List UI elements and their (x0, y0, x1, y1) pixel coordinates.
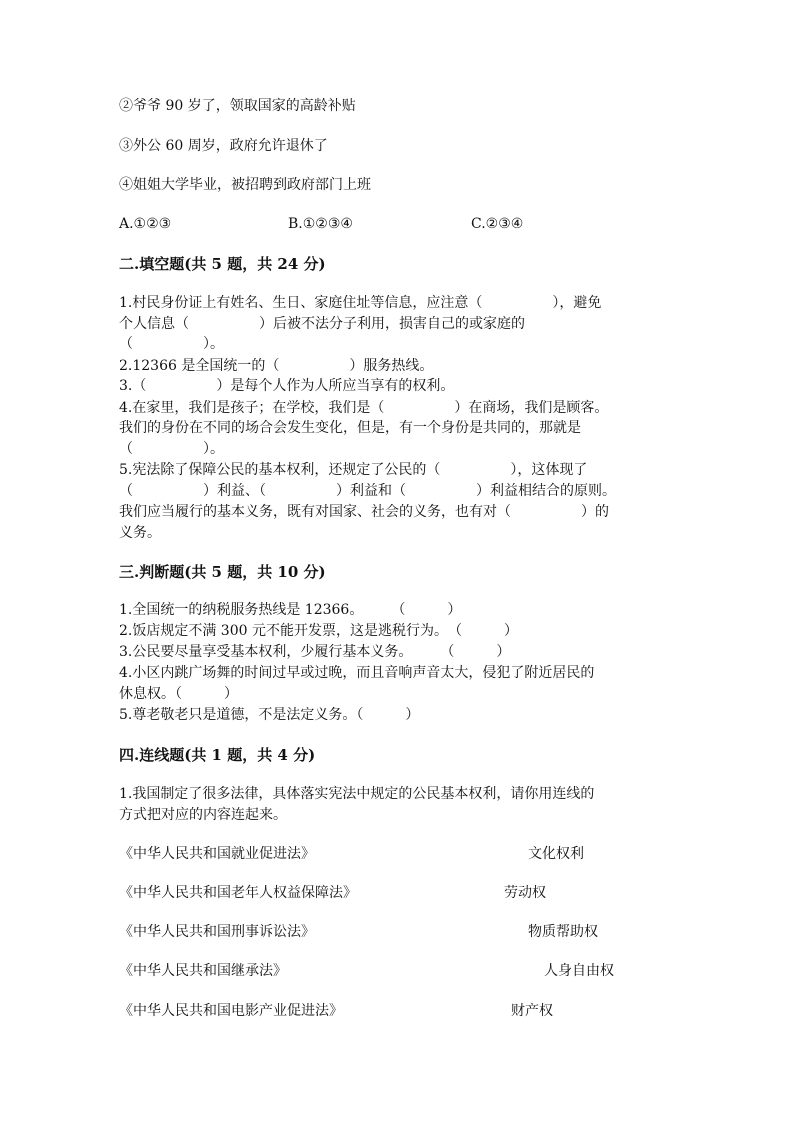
match-right-item: 人身自由权 (544, 963, 614, 979)
judge-line: 4.小区内跳广场舞的时间过早或过晚，而且音响声音太大，侵犯了附近居民的 (119, 665, 595, 681)
fill-line: 义务。 (119, 525, 161, 541)
match-right-item: 物质帮助权 (528, 924, 598, 940)
match-left-item: 《中华人民共和国电影产业促进法》 (119, 1003, 343, 1019)
option-a: A.①②③ (119, 216, 172, 232)
q1-item: ③外公 60 周岁，政府允许退休了 (119, 138, 328, 154)
q1-item: ④姐姐大学毕业，被招聘到政府部门上班 (119, 177, 371, 193)
fill-line: 1.村民身份证上有姓名、生日、家庭住址等信息，应注意（ ），避免 (119, 295, 602, 311)
match-question-line: 方式把对应的内容连起来。 (119, 807, 287, 823)
fill-line: 个人信息（ ）后被不法分子利用，损害自己的或家庭的 (119, 316, 525, 332)
fill-line: 3.（ ）是每个人作为人所应当享有的权利。 (119, 378, 455, 394)
fill-line: 我们的身份在不同的场合会发生变化，但是，有一个身份是共同的，那就是 (119, 420, 581, 436)
fill-line: 5.宪法除了保障公民的基本权利，还规定了公民的（ ），这体现了 (119, 462, 588, 478)
match-left-item: 《中华人民共和国继承法》 (119, 963, 287, 979)
match-right-item: 文化权利 (528, 846, 584, 862)
judge-line: 休息权。（ ） (119, 686, 238, 702)
fill-line: （ ）。 (119, 441, 224, 457)
section-heading-fill: 二.填空题(共 5 题，共 24 分) (119, 255, 326, 273)
match-right-item: 财产权 (511, 1003, 553, 1019)
option-b: B.①②③④ (288, 216, 353, 232)
judge-line: 1.全国统一的纳税服务热线是 12366。 （ ） (119, 602, 462, 618)
judge-line: 3.公民要尽量享受基本权利，少履行基本义务。 （ ） (119, 644, 511, 660)
fill-line: 我们应当履行的基本义务，既有对国家、社会的义务，也有对（ ）的 (119, 504, 609, 520)
match-left-item: 《中华人民共和国刑事诉讼法》 (119, 924, 315, 940)
match-question-line: 1.我国制定了很多法律，具体落实宪法中规定的公民基本权利，请你用连线的 (119, 786, 595, 802)
option-c: C.②③④ (471, 216, 524, 232)
judge-line: 5.尊老敬老只是道德，不是法定义务。（ ） (119, 707, 420, 723)
fill-line: 4.在家里，我们是孩子；在学校，我们是（ ）在商场，我们是顾客。 (119, 400, 609, 416)
q1-item: ②爷爷 90 岁了，领取国家的高龄补贴 (119, 98, 356, 114)
judge-line: 2.饭店规定不满 300 元不能开发票，这是逃税行为。 （ ） (119, 623, 518, 639)
fill-line: （ ）利益、（ ）利益和（ ）利益相结合的原则。 (119, 483, 616, 499)
fill-line: （ ）。 (119, 336, 224, 352)
match-right-item: 劳动权 (504, 885, 546, 901)
match-left-item: 《中华人民共和国老年人权益保障法》 (119, 885, 357, 901)
section-heading-judge: 三.判断题(共 5 题，共 10 分) (119, 563, 326, 581)
fill-line: 2.12366 是全国统一的（ ）服务热线。 (119, 358, 434, 374)
match-left-item: 《中华人民共和国就业促进法》 (119, 846, 315, 862)
section-heading-match: 四.连线题(共 1 题，共 4 分) (119, 746, 316, 764)
